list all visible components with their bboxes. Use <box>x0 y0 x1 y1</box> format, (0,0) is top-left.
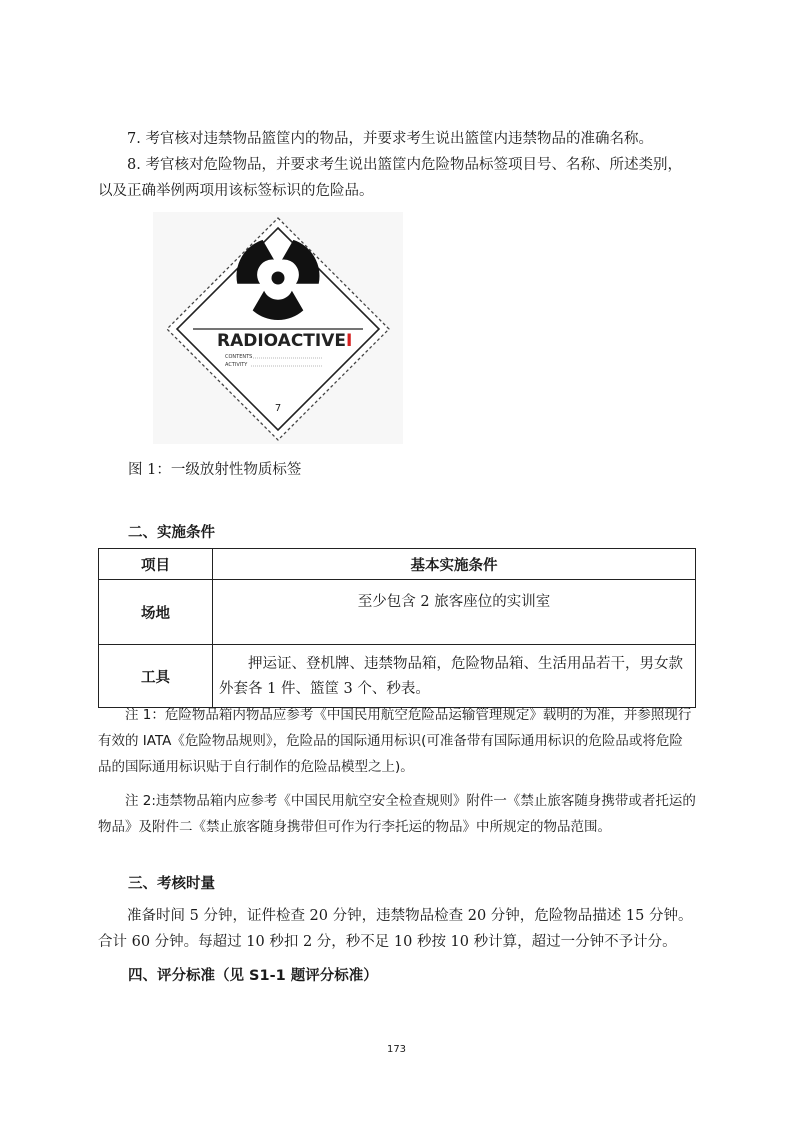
paragraph-item-7: 7. 考官核对违禁物品篮筐内的物品，并要求考生说出篮筐内违禁物品的准确名称。 <box>127 131 653 147</box>
section-title-duration: 三、考核时量 <box>128 876 215 892</box>
table-cell-item: 工具 <box>99 645 213 708</box>
conditions-table <box>98 548 696 708</box>
section-title-scoring: 四、评分标准（见 S1-1 题评分标准） <box>128 968 378 984</box>
duration-paragraph: 准备时间 5 分钟，证件检查 20 分钟，违禁物品检查 20 分钟，危险物品描述 15 分钟。合计 60 分钟。每超过 10 秒扣 2 分，秒不足 10 秒按 10 秒计算，超过一分钟不予计分。 <box>98 908 693 950</box>
radioactive-label-icon <box>153 212 403 444</box>
note-1: 注 1：危险物品箱内物品应参考《中国民用航空危险品运输管理规定》载明的为准，并参照现行有效的 IATA《危险物品规则》，危险品的国际通用标识(可准备带有国际通用标识的危险品或将危险品的国际通用标识贴于自行制作的危险品模型之上)。 <box>98 707 692 775</box>
label-word: RADIOACTIVE <box>217 331 347 351</box>
page-number: 173 <box>386 1044 407 1055</box>
section-title-conditions: 二、实施条件 <box>128 525 215 541</box>
label-activity: ACTIVITY <box>225 362 248 368</box>
table-header-row <box>99 549 696 580</box>
table-cell-value: 至少包含 2 旅客座位的实训室 <box>213 580 696 645</box>
table-header-item: 项目 <box>99 549 213 580</box>
table-cell-value: 押运证、登机牌、违禁物品箱，危险物品箱、生活用品若干，男女款外套各 1 件、篮筐 3 个、秒表。 <box>213 645 696 708</box>
table-header-conditions: 基本实施条件 <box>213 549 696 580</box>
table-cell-item: 场地 <box>99 580 213 645</box>
note-2: 注 2:违禁物品箱内应参考《中国民用航空安全检查规则》附件一《禁止旅客随身携带或者托运的物品》及附件二《禁止旅客随身携带但可作为行李托运的物品》中所规定的物品范围。 <box>98 793 696 835</box>
label-contents: CONTENTS <box>225 354 253 360</box>
table-row <box>99 580 696 645</box>
radioactive-label-figure <box>153 212 403 444</box>
label-category-bar: I <box>346 331 353 351</box>
paragraph-item-8: 8. 考官核对危险物品，并要求考生说出篮筐内危险物品标签项目号、名称、所述类别，以及正确举例两项用该标签标识的危险品。 <box>98 157 682 199</box>
table-row <box>99 645 696 708</box>
figure-caption: 图 1：一级放射性物质标签 <box>128 462 302 478</box>
label-class-number: 7 <box>274 403 282 414</box>
